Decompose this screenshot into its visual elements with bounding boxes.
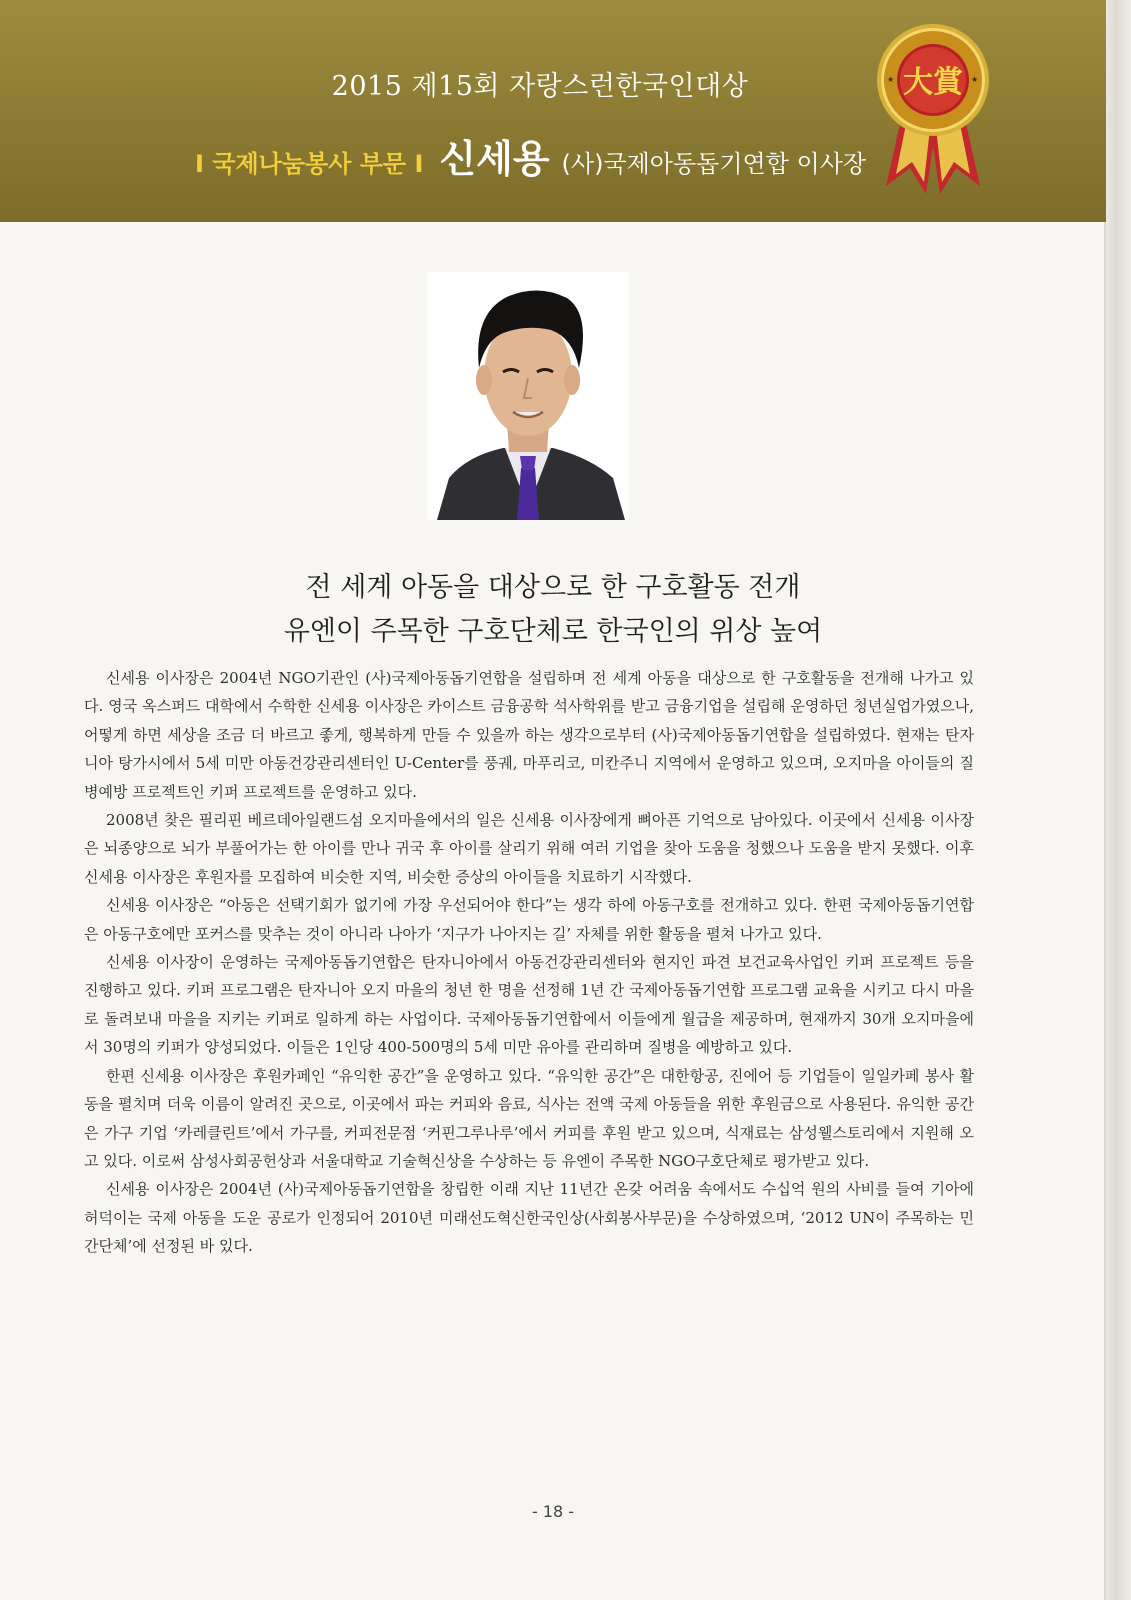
recipient-portrait: [427, 272, 629, 520]
medal-center-text: 大賞: [903, 65, 963, 100]
award-category: I 국제나눔봉사 부문 I: [195, 150, 424, 178]
page-number: - 18 -: [531, 1502, 575, 1521]
svg-text:★: ★: [971, 75, 979, 84]
headline: [0, 566, 1106, 654]
paragraph: 신세용 이사장은 “아동은 선택기회가 없기에 가장 우선되어야 한다”는 생각 하에 아동구호를 전개하고 있다. 한편 국제아동돕기연합은 아동구호에만 포커스를 맞추는 것이 아니라 나아가 ‘지구가 나아지는 길’ 자체를 위한 활동을 펼쳐 나가고 있다.: [84, 896, 974, 943]
award-medal-icon: [874, 18, 992, 198]
recipient-name: 신세용: [439, 137, 550, 181]
headline-line-2: 유엔이 주목한 구호단체로 한국인의 위상 높여: [283, 616, 823, 647]
article-body: [84, 664, 974, 1261]
paragraph: 2008년 찾은 필리핀 베르데아일랜드섬 오지마을에서의 일은 신세용 이사장에게 뼈아픈 기억으로 남아있다. 이곳에서 신세용 이사장은 뇌종양으로 뇌가 부풀어가는 한 아이를 만나 귀국 후 아이를 살리기 위해 여러 기업을 찾아 도움을 청했으나 도움을 받지 못했다. 이후 신세용 이사장은 후원자를 모집하여 비슷한 지역, 비슷한 증상의 아이들을 치료하기 시작했다.: [84, 811, 974, 886]
award-subtitle: [195, 128, 866, 183]
svg-text:★: ★: [887, 75, 895, 84]
recipient-organization: (사)국제아동돕기연합 이사장: [561, 150, 867, 178]
page-binding-edge: [1106, 0, 1131, 1600]
paragraph: 신세용 이사장은 2004년 (사)국제아동돕기연합을 창립한 이래 지난 11년간 온갖 어려움 속에서도 수십억 원의 사비를 들여 기아에 허덕이는 국제 아동을 도운 공로가 인정되어 2010년 미래선도혁신한국인상(사회봉사부문)을 수상하였으며, ‘2012 UN이 주목하는 민간단체’에 선정된 바 있다.: [84, 1180, 974, 1256]
paragraph: 신세용 이사장이 운영하는 국제아동돕기연합은 탄자니아에서 아동건강관리센터와 현지인 파견 보건교육사업인 키퍼 프로젝트 등을 진행하고 있다. 키퍼 프로그램은 탄자니아 오지 마을의 청년 한 명을 선정해 1년 간 국제아동돕기연합 프로그램 교육을 시키고 다시 마을로 돌려보내 마을을 지키는 키퍼로 일하게 하는 사업이다. 국제아동돕기연합에서 이들에게 월급을 제공하며, 현재까지 30개 오지마을에서 30명의 키퍼가 양성되었다. 이들은 1인당 400-500명의 5세 미만 유아를 관리하며 질병을 예방하고 있다.: [84, 953, 974, 1057]
award-title: 2015 제15회 자랑스런한국인대상: [331, 71, 749, 102]
paragraph: 한편 신세용 이사장은 후원카페인 “유익한 공간”을 운영하고 있다. “유익한 공간”은 대한항공, 진에어 등 기업들이 일일카페 봉사 활동을 펼치며 더욱 이름이 알려진 곳으로, 이곳에서 파는 커피와 음료, 식사는 전액 국제 아동들을 위한 후원금으로 사용된다. 유익한 공간은 가구 기업 ‘카레클린트’에서 가구를, 커피전문점 ‘커핀그루나루’에서 커피를 후원 받고 있으며, 식재료는 삼성웰스토리에서 지원해 오고 있다. 이로써 삼성사회공헌상과 서울대학교 기술혁신상을 수상하는 등 유엔이 주목한 NGO구호단체로 평가받고 있다.: [84, 1066, 974, 1170]
headline-line-1: 전 세계 아동을 대상으로 한 구호활동 전개: [305, 572, 801, 603]
paragraph: 신세용 이사장은 2004년 NGO기관인 (사)국제아동돕기연합을 설립하며 전 세계 아동을 대상으로 한 구호활동을 전개해 나가고 있다. 영국 옥스퍼드 대학에서 수학한 신세용 이사장은 카이스트 금융공학 석사학위를 받고 금융기업을 설립해 운영하던 청년실업가였으나, 어떻게 하면 세상을 조금 더 바르고 좋게, 행복하게 만들 수 있을까 하는 생각으로부터 (사)국제아동돕기연합을 설립하였다. 현재는 탄자니아 탕가시에서 5세 미만 아동건강관리센터인 U-Center를 풍궤, 마푸리코, 미칸주니 지역에서 운영하고 있으며, 오지마을 아이들의 질병예방 프로젝트인 키퍼 프로젝트를 운영하고 있다.: [84, 669, 974, 801]
